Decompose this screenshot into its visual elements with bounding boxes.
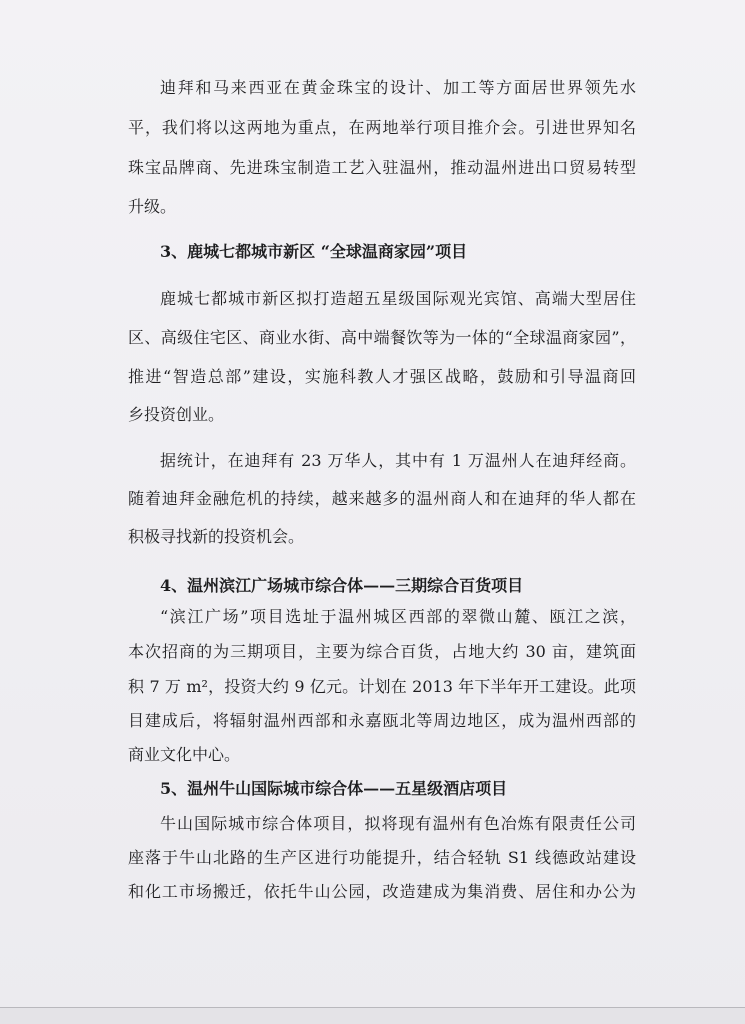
paragraph-4-line-5: 商业文化中心。 xyxy=(128,745,241,764)
paragraph-2-line-2: 区、高级住宅区、商业水街、高中端餐饮等为一体的“全球温商家园”， xyxy=(128,328,636,347)
paragraph-3-line-2: 随着迪拜金融危机的持续，越来越多的温州商人和在迪拜的华人都在 xyxy=(128,489,636,508)
paragraph-2-line-3: 推进“智造总部”建设，实施科教人才强区战略，鼓励和引导温商回 xyxy=(128,367,636,386)
section-heading-3: 3、鹿城七都城市新区 “全球温商家园”项目 xyxy=(160,242,468,261)
paragraph-2-line-4: 乡投资创业。 xyxy=(128,405,225,424)
paragraph-5-line-3: 和化工市场搬迁，依托牛山公园，改造建成为集消费、居住和办公为 xyxy=(128,882,636,901)
paragraph-5-line-2: 座落于牛山北路的生产区进行功能提升，结合轻轨 S1 线德政站建设 xyxy=(128,848,636,867)
paragraph-4-line-1: “滨江广场”项目选址于温州城区西部的翠微山麓、瓯江之滨， xyxy=(160,607,636,626)
paragraph-2-line-1: 鹿城七都城市新区拟打造超五星级国际观光宾馆、高端大型居住 xyxy=(160,289,636,308)
paragraph-1-line-4: 升级。 xyxy=(128,197,177,216)
scanner-bed-strip xyxy=(0,1008,745,1024)
paragraph-1-line-2: 平，我们将以这两地为重点，在两地举行项目推介会。引进世界知名 xyxy=(128,118,636,137)
paragraph-1-line-3: 珠宝品牌商、先进珠宝制造工艺入驻温州，推动温州进出口贸易转型 xyxy=(128,158,636,177)
paragraph-3-line-3: 积极寻找新的投资机会。 xyxy=(128,527,305,546)
paragraph-4-line-3: 积 7 万 m²，投资大约 9 亿元。计划在 2013 年下半年开工建设。此项 xyxy=(128,677,636,696)
paragraph-1-line-1: 迪拜和马来西亚在黄金珠宝的设计、加工等方面居世界领先水 xyxy=(160,78,636,97)
paragraph-5-line-1: 牛山国际城市综合体项目，拟将现有温州有色冶炼有限责任公司 xyxy=(160,814,636,833)
paragraph-4-line-2: 本次招商的为三期项目，主要为综合百货，占地大约 30 亩，建筑面 xyxy=(128,642,636,661)
paragraph-3-line-1: 据统计，在迪拜有 23 万华人，其中有 1 万温州人在迪拜经商。 xyxy=(160,451,636,470)
section-heading-5: 5、温州牛山国际城市综合体——五星级酒店项目 xyxy=(160,779,508,798)
section-heading-4: 4、温州滨江广场城市综合体——三期综合百货项目 xyxy=(160,576,524,595)
paragraph-4-line-4: 目建成后，将辐射温州西部和永嘉瓯北等周边地区，成为温州西部的 xyxy=(128,711,636,730)
